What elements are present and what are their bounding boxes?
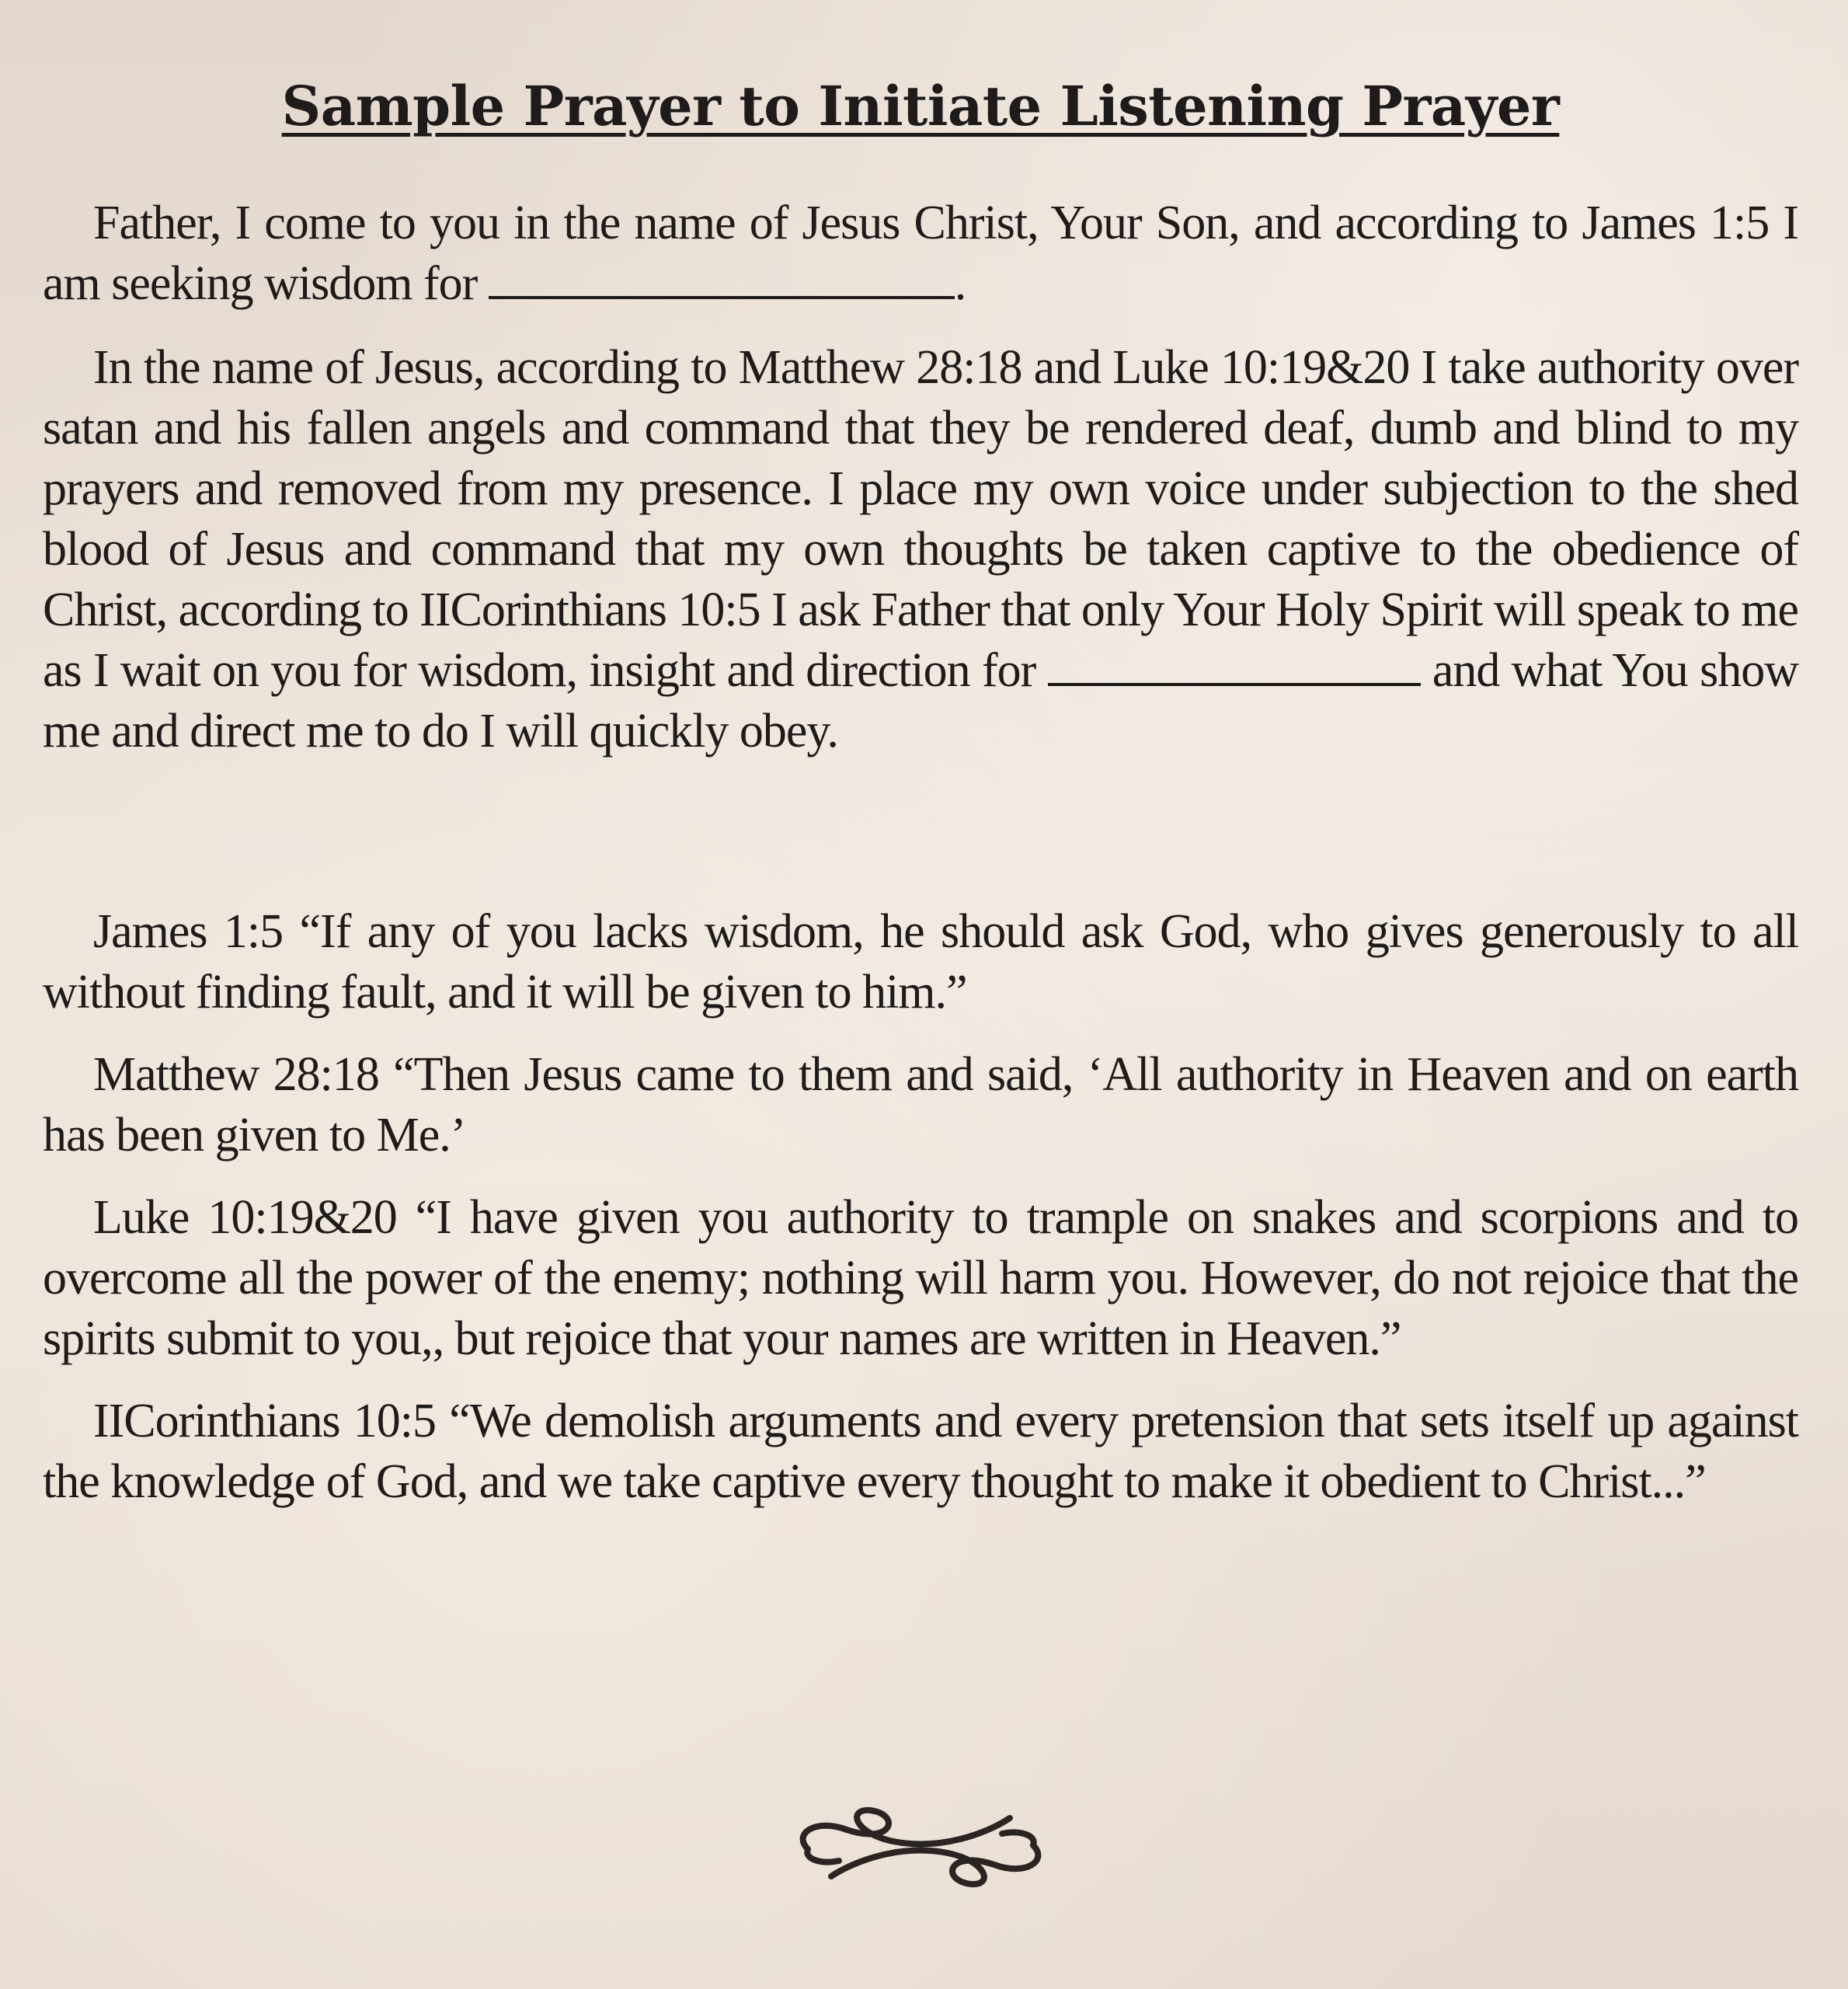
scripture-matthew: Matthew 28:18 “Then Jesus came to them and said, ‘All authority in Heaven and on earth has been given to Me.’ xyxy=(43,1048,1798,1162)
section-spacer xyxy=(43,785,1798,901)
prayer-paragraph-1-end: . xyxy=(954,257,966,310)
scripture-james: James 1:5 “If any of you lacks wisdom, he should ask God, who gives generously to all without finding fault, and it will be given to him.” xyxy=(43,905,1798,1019)
prayer-paragraph-1-text: Father, I come to you in the name of Jesus Christ, Your Son, and according to James 1:5 I am seeking wisdom for xyxy=(43,197,1798,310)
prayer-paragraph-2-end: and what You show me and direct me to do I will quickly obey. xyxy=(43,644,1798,758)
scripture-corinthians: IICorinthians 10:5 “We demolish arguments and every pretension that sets itself up against the knowledge of God, and we take captive every thought to make it obedient to Christ...” xyxy=(43,1395,1798,1508)
fill-in-blank-2 xyxy=(1048,644,1421,686)
page-title: Sample Prayer to Initiate Listening Prayer xyxy=(281,74,1560,138)
prayer-paragraph-2 xyxy=(43,337,1798,761)
document-page xyxy=(43,74,1798,1534)
prayer-paragraph-2-text: In the name of Jesus, according to Matthew 28:18 and Luke 10:19&20 I take authority over satan and his fallen angels and command that they be rendered deaf, dumb and blind to my prayers and removed from my presence. I place my own voice under subjection to the shed blood of Jesus and command that my own thoughts be taken captive to the obedience of Christ, according to IICorinthians 10:5 I ask Father that only Your Holy Spirit will speak to me as I wait on you for wisdom, insight and direction for xyxy=(43,341,1798,697)
scripture-luke: Luke 10:19&20 “I have given you authority to trample on snakes and scorpions and to overcome all the power of the enemy; nothing will harm you. However, do not rejoice that the spirits submit to you,, but rejoice that your names are written in Heaven.” xyxy=(43,1191,1798,1365)
fill-in-blank-1 xyxy=(489,257,955,299)
flourish-ornament-icon xyxy=(785,1787,1056,1904)
scripture-section xyxy=(43,901,1798,1512)
prayer-paragraph-1 xyxy=(43,193,1798,314)
prayer-section xyxy=(43,193,1798,761)
